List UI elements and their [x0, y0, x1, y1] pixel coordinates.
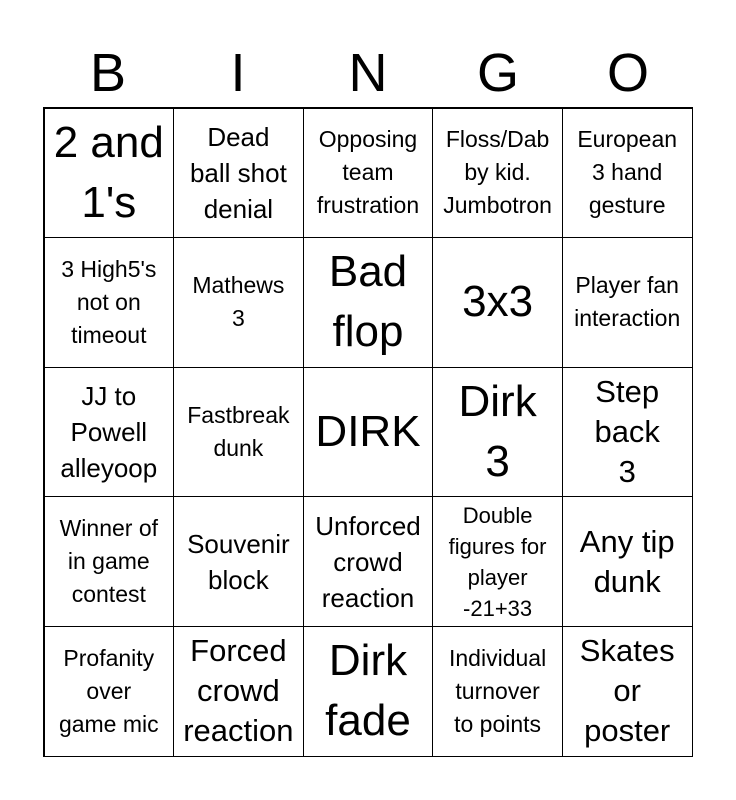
bingo-cell[interactable] — [432, 367, 563, 498]
bingo-cell[interactable] — [432, 496, 563, 627]
bingo-cell[interactable] — [44, 626, 175, 757]
cell-text: Fastbreak dunk — [187, 401, 290, 461]
bingo-cell[interactable] — [44, 367, 175, 498]
header-letter-n: N — [348, 43, 388, 103]
cell-text: DIRK — [315, 406, 421, 456]
bingo-cell[interactable] — [432, 626, 563, 757]
cell-text: Dead ball shot denial — [189, 121, 287, 224]
header-letter-g: G — [476, 43, 519, 103]
bingo-cell[interactable] — [562, 496, 693, 627]
header-letter-i: I — [230, 43, 246, 103]
bingo-cell[interactable] — [303, 237, 434, 368]
bingo-cell[interactable] — [44, 496, 175, 627]
bingo-cell[interactable] — [173, 496, 304, 627]
cell-text: Bad flop — [328, 247, 408, 357]
cell-text: Step back 3 — [594, 373, 660, 489]
cell-text: European 3 hand gesture — [577, 126, 678, 219]
bingo-cell[interactable] — [562, 237, 693, 368]
cell-text: Dirk fade — [325, 636, 411, 746]
cell-text: Mathews 3 — [192, 272, 285, 332]
cell-text: Any tip dunk — [579, 523, 675, 599]
cell-text: Dirk 3 — [458, 376, 537, 486]
cell-text: Profanity over game mic — [58, 644, 159, 737]
bingo-cell[interactable] — [432, 108, 563, 239]
cell-text: 2 and 1's — [53, 117, 164, 227]
bingo-cell[interactable] — [303, 367, 434, 498]
cell-text: Forced crowd reaction — [183, 633, 294, 749]
bingo-cell[interactable] — [173, 237, 304, 368]
bingo-cell[interactable] — [173, 108, 304, 239]
bingo-cell[interactable] — [44, 108, 175, 239]
cell-text: Double figures for player -21+33 — [448, 502, 547, 621]
cell-text: 3x3 — [462, 277, 534, 327]
bingo-grid — [43, 107, 693, 757]
bingo-cell[interactable] — [562, 108, 693, 239]
bingo-cell[interactable] — [44, 237, 175, 368]
bingo-cell[interactable] — [303, 108, 434, 239]
bingo-cell[interactable] — [432, 237, 563, 368]
bingo-cell[interactable] — [562, 367, 693, 498]
header-letter-o: O — [606, 43, 649, 103]
cell-text: 3 High5's not on timeout — [61, 255, 157, 348]
cell-text: Floss/Dab by kid. Jumbotron — [443, 126, 552, 219]
cell-text: Skates or poster — [579, 633, 675, 749]
cell-text: Winner of in game contest — [59, 515, 159, 608]
bingo-cell[interactable] — [303, 626, 434, 757]
cell-text: Player fan interaction — [574, 272, 681, 332]
cell-text: Individual turnover to points — [449, 644, 547, 737]
bingo-header — [43, 40, 693, 106]
bingo-cell[interactable] — [562, 626, 693, 757]
cell-text: Souvenir block — [187, 528, 290, 595]
cell-text: JJ to Powell alleyoop — [60, 380, 158, 483]
bingo-cell[interactable] — [303, 496, 434, 627]
cell-text: Opposing team frustration — [316, 126, 420, 219]
bingo-cell[interactable] — [173, 626, 304, 757]
bingo-cell[interactable] — [173, 367, 304, 498]
cell-text: Unforced crowd reaction — [315, 510, 421, 613]
header-letter-b: B — [89, 43, 127, 103]
